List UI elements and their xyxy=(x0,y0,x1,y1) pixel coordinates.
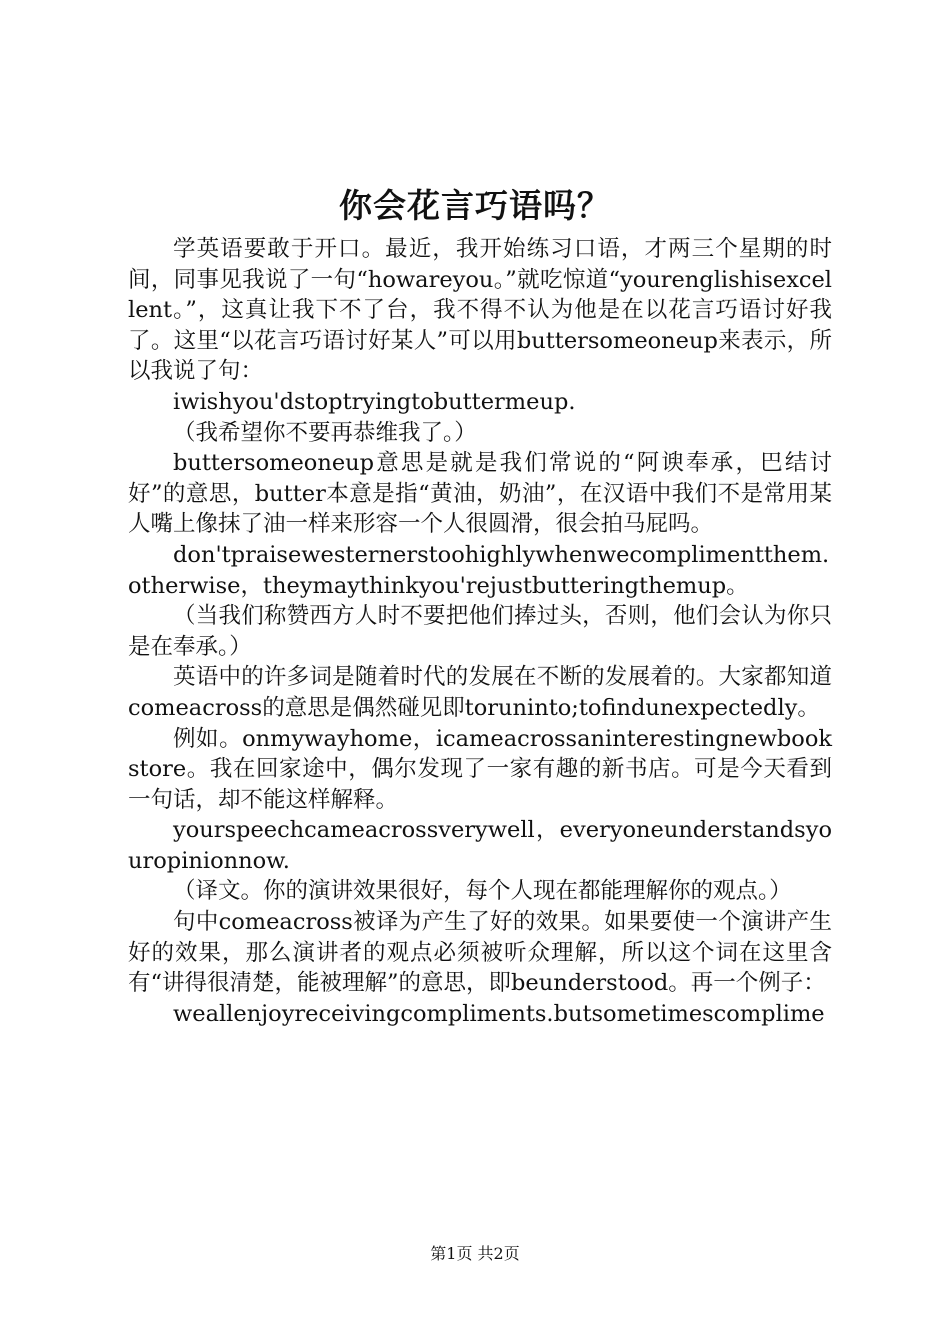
paragraph-english-example-2: don'tpraisewesternerstoohighlywhenwecomplimentthem.otherwise，theymaythinkyou'rejustbutteringthemup。 xyxy=(128,541,830,599)
paragraph-translation-3: （译文。你的演讲效果很好，每个人现在都能理解你的观点。） xyxy=(173,878,792,905)
paragraph-translation-2: （当我们称赞西方人时不要把他们捧过头，否则，他们会认为你只是在奉承。） xyxy=(128,603,832,660)
paragraph-comeacross-explanation: 句中comeacross被译为产生了好的效果。如果要使一个演讲产生好的效果，那么演讲者的观点必须被听众理解，所以这个词在这里含有“讲得很清楚，能被理解”的意思，即beunderstood。再一个例子： xyxy=(128,909,832,997)
document-body xyxy=(128,234,832,1029)
paragraph-translation-1: （我希望你不要再恭维我了。） xyxy=(173,419,477,446)
paragraph-butter-explanation: buttersomeoneup意思是就是我们常说的“阿谀奉承，巴结讨好”的意思，butter本意是指“黄油，奶油”，在汉语中我们不是常用某人嘴上像抹了油一样来形容一个人很圆滑，很会拍马屁吗。 xyxy=(128,450,832,538)
paragraph-comeacross-intro: 英语中的许多词是随着时代的发展在不断的发展着的。大家都知道comeacross的意思是偶然碰见即toruninto;tofindunexpectedly。 xyxy=(128,664,832,721)
paragraph-intro: 学英语要敢于开口。最近，我开始练习口语，才两三个星期的时间，同事见我说了一句“howareyou。”就吃惊道“yourenglishisexcellent。”，这真让我下不了台，我不得不认为他是在以花言巧语讨好我了。这里“以花言巧语讨好某人”可以用buttersomeoneup来表示，所以我说了句： xyxy=(128,236,832,385)
paragraph-english-example-1: iwishyou'dstoptryingtobuttermeup. xyxy=(173,388,576,415)
paragraph-english-example-4: weallenjoyreceivingcompliments.butsometimescomplime xyxy=(173,1000,825,1027)
page-footer: 第1页 共2页 xyxy=(430,1244,520,1263)
paragraph-english-example-3: yourspeechcameacrossverywell，everyoneunderstandsyouropinionnow. xyxy=(128,817,832,874)
document-title: 你会花言巧语吗？ xyxy=(339,186,611,225)
paragraph-comeacross-example: 例如。onmywayhome，icameacrossaninterestingnewbookstore。我在回家途中，偶尔发现了一家有趣的新书店。可是今天看到一句话，却不能这样解释。 xyxy=(128,725,832,813)
